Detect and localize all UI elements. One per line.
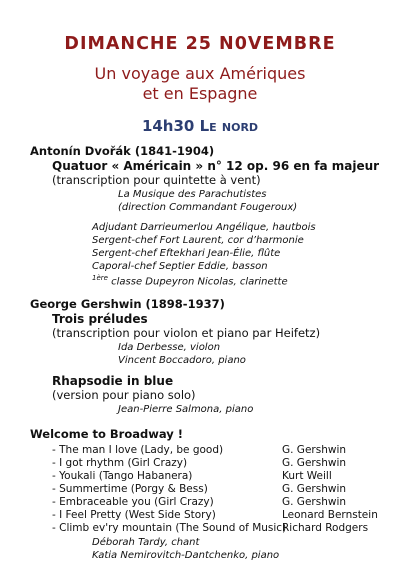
work-preludes: Trois préludes: [52, 312, 148, 326]
work-quatuor: Quatuor « Américain » n° 12 op. 96 en fa majeur: [52, 159, 380, 173]
song-title: - Summertime (Porgy & Bess): [52, 483, 208, 495]
composer-dvorak: Antonín Dvořák (1841-1904): [30, 144, 215, 158]
program-title-line2: et en Espagne: [142, 84, 258, 103]
ensemble-name: La Musique des Parachutistes: [118, 189, 267, 200]
concert-time: 14h30: [141, 117, 195, 135]
song-composer: G. Gershwin: [282, 496, 347, 508]
musician-1: Adjudant Darrieumerlou Angélique, hautbois: [92, 222, 316, 233]
program-date: DIMANCHE 25 N0VEMBRE: [64, 34, 336, 54]
program-title-line1: Un voyage aux Amériques: [94, 64, 306, 83]
song-composer: G. Gershwin: [282, 483, 347, 495]
song-title: - Youkali (Tango Habanera): [52, 470, 193, 482]
composer-gershwin: George Gershwin (1898-1937): [30, 297, 225, 311]
ensemble-director: (direction Commandant Fougeroux): [118, 202, 298, 213]
song-composer: G. Gershwin: [282, 457, 347, 469]
song-title: - Embraceable you (Girl Crazy): [52, 496, 214, 508]
rank-superscript: 1ère: [92, 274, 108, 282]
performer-singer: Déborah Tardy, chant: [92, 537, 200, 548]
work-rhapsody: Rhapsodie in blue: [52, 374, 174, 388]
musician-4: Caporal-chef Septier Eddie, basson: [92, 261, 268, 272]
song-title: - I Feel Pretty (West Side Story): [52, 509, 216, 521]
song-title: - Climb ev'ry mountain (The Sound of Music): [52, 522, 287, 534]
performer-violin: Ida Derbesse, violon: [118, 342, 221, 353]
musician-5-text: classe Dupeyron Nicolas, clarinette: [107, 276, 288, 288]
performer-rhapsody: Jean-Pierre Salmona, piano: [118, 404, 254, 415]
work-quatuor-note: (transcription pour quintette à vent): [52, 173, 261, 187]
performer-piano: Vincent Boccadoro, piano: [118, 355, 246, 366]
work-rhapsody-note: (version pour piano solo): [52, 388, 196, 402]
song-composer: Richard Rodgers: [282, 522, 369, 534]
song-title: - The man I love (Lady, be good): [52, 444, 224, 456]
musician-2: Sergent-chef Fort Laurent, cor d’harmonie: [92, 235, 304, 246]
performer-pianist: Katia Nemirovitch-Dantchenko, piano: [92, 550, 280, 561]
work-preludes-note: (transcription pour violon et piano par Heifetz): [52, 326, 321, 340]
section-broadway-title: Welcome to Broadway !: [30, 427, 184, 441]
musician-5: [92, 274, 288, 287]
concert-venue: Le nord: [199, 117, 259, 135]
song-composer: G. Gershwin: [282, 444, 347, 456]
song-title: - I got rhythm (Girl Crazy): [52, 457, 188, 469]
time-venue: [0, 117, 400, 135]
song-composer: Kurt Weill: [282, 470, 332, 482]
song-composer: Leonard Bernstein: [282, 509, 378, 521]
musician-3: Sergent-chef Eftekhari Jean-Élie, flûte: [92, 248, 281, 259]
